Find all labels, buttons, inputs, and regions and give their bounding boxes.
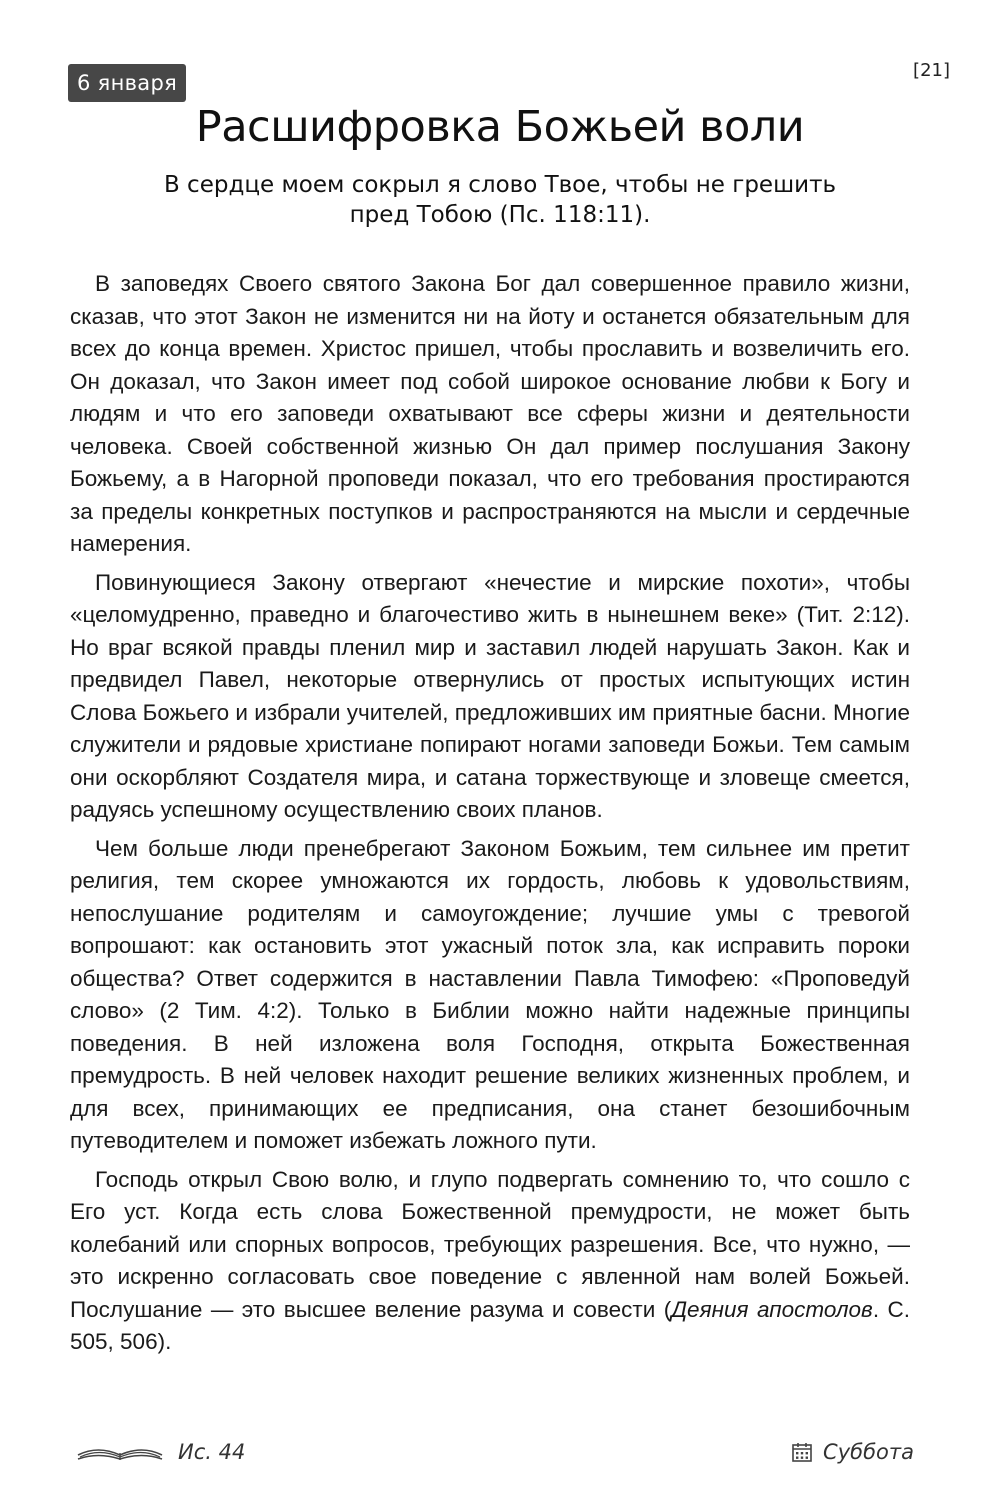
calendar-icon: [791, 1441, 813, 1463]
weekday-label: Суббота: [823, 1440, 914, 1464]
footer-weekday: [791, 1440, 914, 1464]
source-pages: . С. 505, 506).: [70, 1296, 910, 1354]
paragraph: Чем больше люди пренебрегают Законом Божьим, тем сильнее им претит религия, тем скорее умножаются их гордость, любовь к удовольствиям, непослушание родителям и самоугождение; лучшие умы с тревогой вопрошают: как остановить этот ужасный поток зла, как исправить пороки общества? Ответ содержится в наставлении Павла Тимофею: «Проповедуй слово» (2 Тим. 4:2). Только в Библии можно найти надежные принципы поведения. В ней изложена воля Господня, открыта Божественная премудрость. В ней человек находит решение великих жизненных проблем, и для всех, принимающих ее предписания, она станет безошибочным путеводителем и поможет избежать ложного пути.: [70, 835, 910, 1153]
scripture-reference: Ис. 44: [178, 1440, 246, 1464]
open-book-icon: [76, 1443, 164, 1461]
reading-text: [70, 268, 910, 1365]
epigraph: В сердце моем сокрыл я слово Твое, чтобы не грешить пред Тобою (Пс. 118:11).: [163, 172, 837, 228]
paragraph-text: Господь открыл Свою волю, и глупо подвергать сомнению то, что сошло с Его уст. Когда есть слова Божественной премудрости, не может быть колебаний или спорных вопросов, требующих разрешения. Все, что нужно, — это искренно согласовать свое поведение с явленной нам волей Божьей. Послушание — это высшее веление разума и совести: [70, 1166, 910, 1322]
date-badge: 6 января: [68, 64, 186, 102]
footer-scripture: [76, 1440, 245, 1464]
source-open-paren: (: [663, 1296, 672, 1322]
page-title: Расшифровка Божьей воли: [195, 102, 805, 152]
page-number: [21]: [913, 60, 950, 81]
paragraph: Повинующиеся Закону отвергают «нечестие и мирские похоти», чтобы «целомудренно, праведно и благочестиво жить в нынешнем веке» (Тит. 2:12). Но враг всякой правды пленил мир и заставил людей нарушать Закон. Как и предвидел Павел, некоторые отвернулись от простых испытующих истин Слова Божьего и избрали учителей, предложивших им приятные басни. Многие служители и рядовые христиане попирают ногами заповеди Божьи. Тем самым они оскорбляют Создателя мира, и сатана торжествующе и зловеще смеется, радуясь успешному осуществлению своих планов.: [70, 569, 910, 822]
paragraph: В заповедях Своего святого Закона Бог дал совершенное правило жизни, сказав, что этот Закон не изменится ни на йоту и останется обязательным для всех до конца времен. Христос пришел, чтобы прославить и возвеличить его. Он доказал, что Закон имеет под собой широкое основание любви к Богу и людям и что его заповеди охватывают все сферы жизни и деятельности человека. Своей собственной жизнью Он дал пример послушания Закону Божьему, а в Нагорной проповеди показал, что его требования простираются за пределы конкретных поступков и распространяются на мысли и сердечные намерения.: [70, 271, 910, 556]
source-title: Деяния апостолов: [671, 1296, 873, 1322]
paragraph-with-source: [70, 1164, 910, 1359]
